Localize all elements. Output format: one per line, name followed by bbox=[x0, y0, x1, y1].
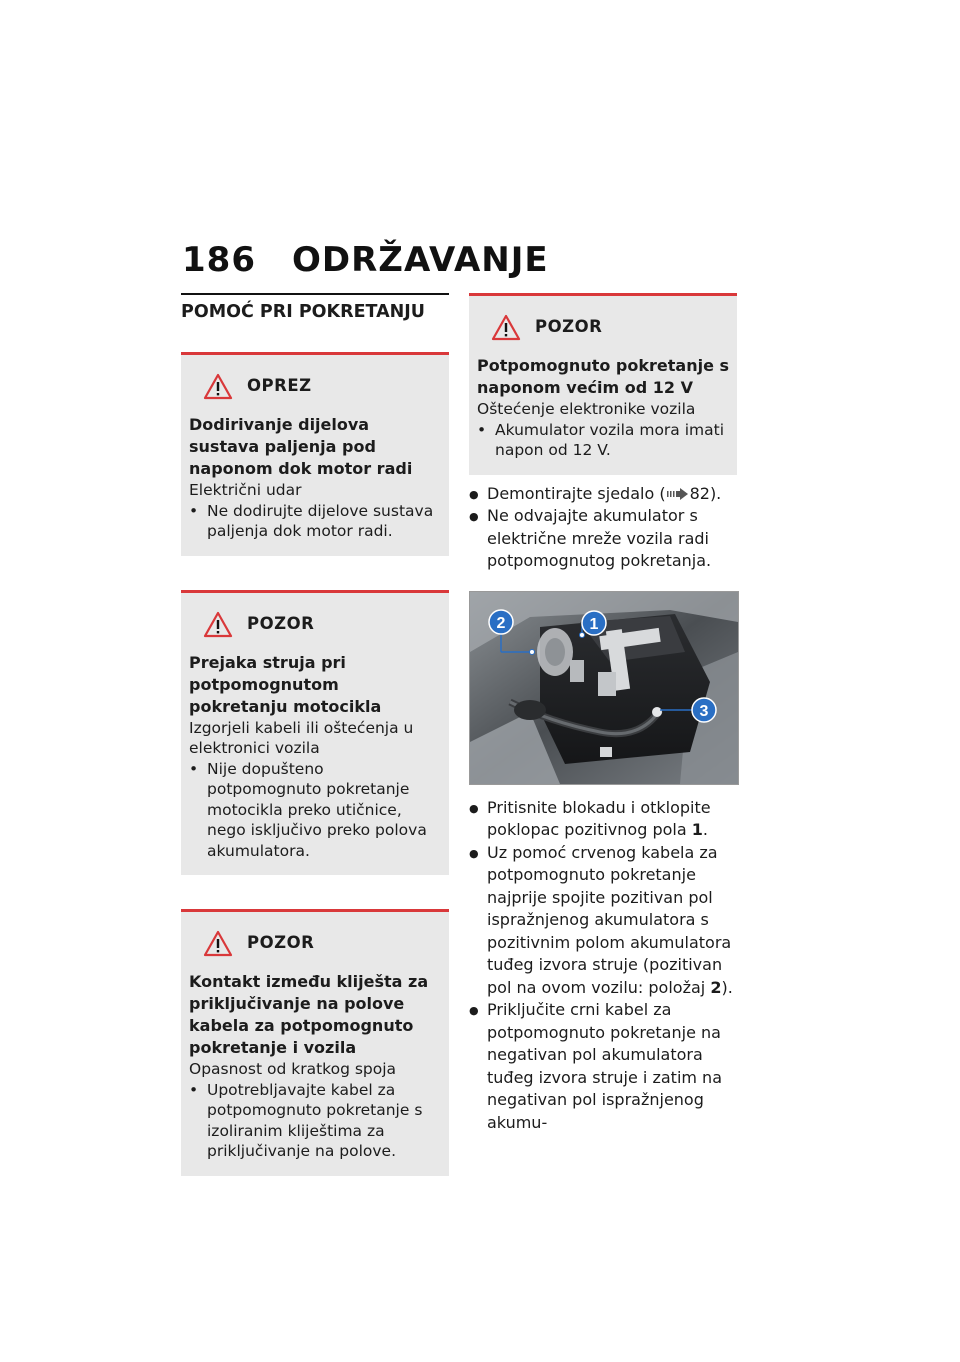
list-item bbox=[469, 797, 737, 842]
warning-triangle-icon bbox=[203, 930, 233, 957]
callout-3-label: 3 bbox=[699, 702, 709, 720]
position-reference: 1 bbox=[691, 820, 703, 839]
warning-triangle-icon bbox=[203, 373, 233, 400]
warning-box-pozor-current bbox=[181, 590, 449, 876]
warning-subtitle: Izgorjeli kabeli ili oštećenja u elektronici vozila bbox=[189, 718, 414, 757]
callout-2-label: 2 bbox=[496, 614, 506, 632]
left-column bbox=[181, 293, 449, 1210]
callout-1 bbox=[582, 611, 606, 635]
warning-triangle-icon bbox=[491, 314, 521, 341]
warning-bullets bbox=[189, 759, 441, 862]
warning-label: POZOR bbox=[535, 317, 603, 337]
warning-head bbox=[203, 611, 441, 638]
instruction-list-a bbox=[469, 483, 737, 573]
list-item: ● Ne odvajajte akumulator s električne mreže vozila radi potpomognutog pokretanja. bbox=[469, 505, 737, 573]
step-text: Demontirajte sjedalo ( bbox=[487, 483, 666, 503]
page-number: 186 bbox=[182, 240, 256, 280]
list-item: • Nije dopušteno potpomognuto pokretanje motocikla preko utičnice, nego isključivo preko polova akumulatora. bbox=[189, 759, 441, 862]
warning-box-pozor-voltage bbox=[469, 293, 737, 475]
step-text-end: ). bbox=[721, 977, 733, 997]
warning-title: Kontakt između kliješta za priključivanje na polove kabela za potpomognuto pokretanje i vozila bbox=[189, 972, 429, 1057]
warning-bullets bbox=[189, 501, 441, 542]
page-header bbox=[182, 240, 549, 280]
warning-triangle-icon bbox=[203, 611, 233, 638]
list-item: • Ne dodirujte dijelove sustava paljenja dok motor radi. bbox=[189, 501, 441, 542]
position-reference: 2 bbox=[710, 977, 722, 997]
list-item bbox=[469, 483, 737, 506]
list-item: • Akumulator vozila mora imati napon od 12 V. bbox=[477, 420, 729, 461]
step-text-end: . bbox=[702, 820, 708, 839]
warning-title: Potpomognuto pokretanje s naponom većim od 12 V bbox=[477, 356, 730, 397]
list-item bbox=[469, 842, 737, 1000]
warning-subtitle: Oštećenje elektronike vozila bbox=[477, 400, 696, 418]
battery-figure bbox=[469, 591, 739, 785]
warning-head bbox=[203, 930, 441, 957]
section-title: POMOĆ PRI POKRETANJU bbox=[181, 293, 449, 322]
callout-1-label: 1 bbox=[589, 615, 599, 633]
step-text: Uz pomoć crvenog kabela za potpomognuto pokretanje najprije spojite pozitivan pol ispražnjenog akumulatora s pozitivnim polom akumulatora tuđeg izvora struje (pozitivan pol na ovom vozilu: položaj bbox=[487, 842, 732, 997]
warning-title: Prejaka struja pri potpomognutom pokretanju motocikla bbox=[189, 652, 382, 716]
warning-label: POZOR bbox=[247, 613, 315, 633]
warning-bullets bbox=[189, 1080, 441, 1162]
warning-subtitle: Opasnost od kratkog spoja bbox=[189, 1060, 397, 1078]
instruction-list-b bbox=[469, 797, 737, 1135]
step-text: Pritisnite blokadu i otklopite poklopac pozitivnog pola bbox=[487, 797, 711, 839]
right-column bbox=[469, 293, 737, 1134]
step-text-end: ). bbox=[709, 483, 722, 503]
list-item: • Upotrebljavajte kabel za potpomognuto pokretanje s izoliranim kliještima za priključivanje na polove. bbox=[189, 1080, 441, 1162]
warning-box-oprez bbox=[181, 352, 449, 556]
battery-photo bbox=[470, 592, 738, 784]
warning-head bbox=[491, 314, 729, 341]
page-reference[interactable]: 82 bbox=[689, 483, 710, 503]
callout-3 bbox=[692, 698, 716, 722]
warning-bullets bbox=[477, 420, 729, 461]
warning-box-pozor-contact bbox=[181, 909, 449, 1176]
warning-title: Dodirivanje dijelova sustava paljenja pod naponom dok motor radi bbox=[189, 415, 413, 478]
warning-head bbox=[203, 373, 441, 400]
warning-label: OPREZ bbox=[247, 376, 312, 396]
warning-label: POZOR bbox=[247, 933, 315, 953]
callout-2 bbox=[489, 610, 513, 634]
warning-subtitle: Električni udar bbox=[189, 481, 302, 499]
list-item: ● Priključite crni kabel za potpomognuto pokretanje na negativan pol akumulatora tuđeg izvora struje i zatim na negativan pol ispražnjenog akumu- bbox=[469, 999, 737, 1134]
page-reference-arrow-icon bbox=[666, 488, 690, 500]
chapter-title: ODRŽAVANJE bbox=[291, 240, 549, 280]
